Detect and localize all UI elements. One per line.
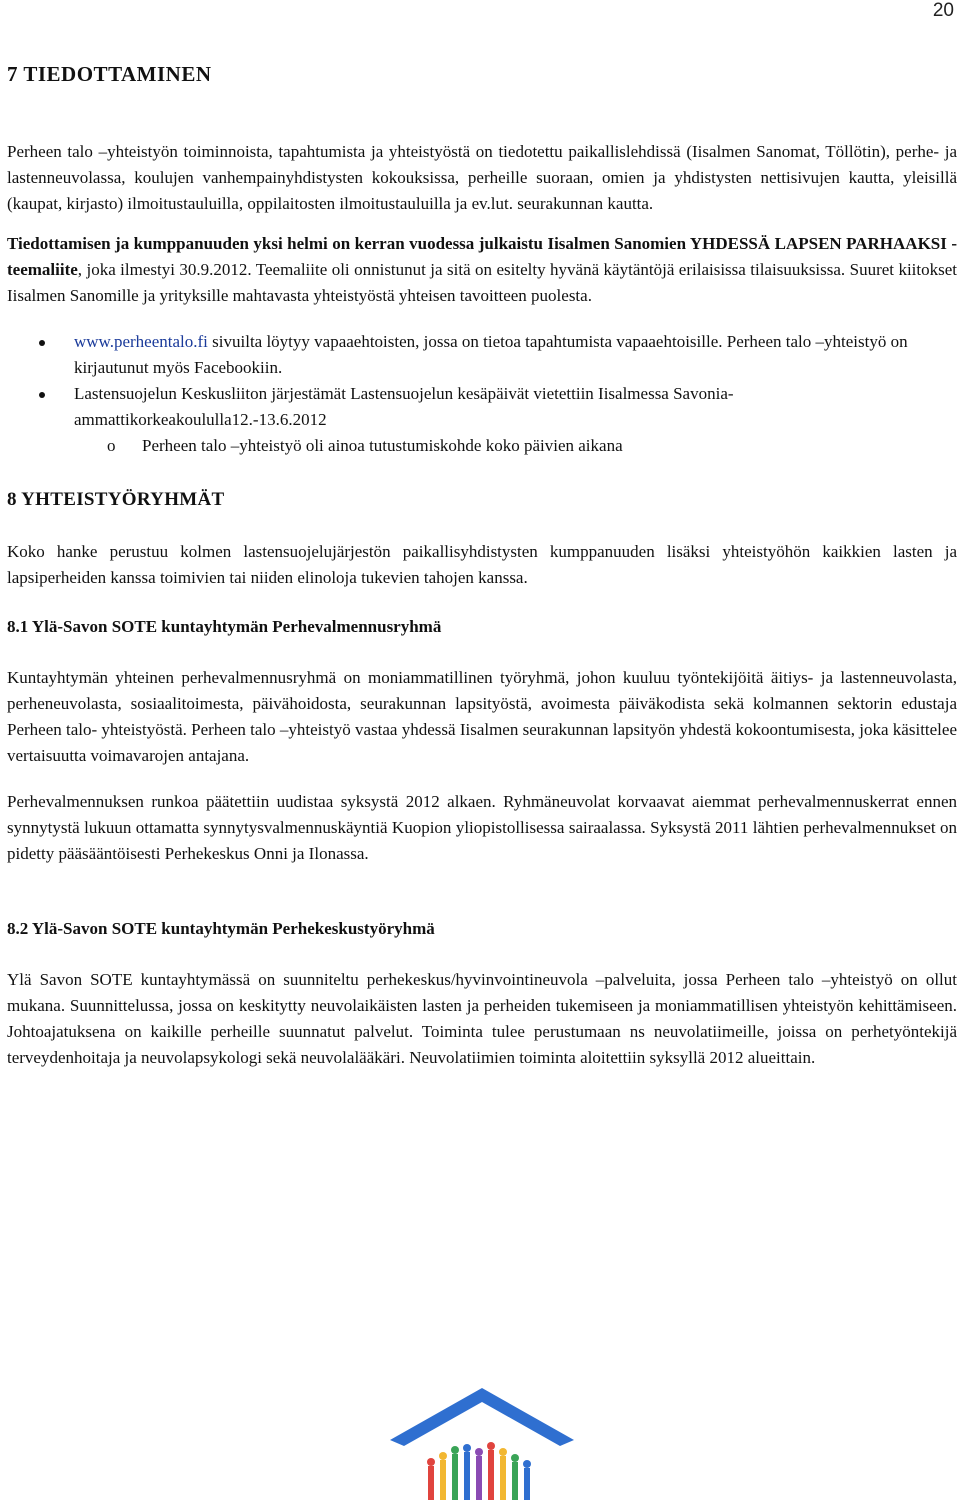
section-8-2-paragraph-1: Ylä Savon SOTE kuntayhtymässä on suunniteltu perhekeskus/hyvinvointineuvola –palveluita, jossa Perheen talo –yhteistyö on ollut mukana. Suunnittelussa, jossa on keskitytty neuvolaikäisten lasten ja perheiden tukemiseen ja moniammatillisen yhteistyön kehittämiseen. Johtoajatuksena on kaikille perheille suunnatut palvelut. Toiminta tulee perustumaan ns neuvolatiimeille, joissa on perhetyöntekijä terveydenhoitaja ja neuvolapsykologi sekä neuvolalääkäri. Neuvolatiimien toiminta aloitettiin syksyllä 2012 alueittain. <box>7 970 957 1067</box>
perheentalo-link[interactable]: www.perheentalo.fi <box>74 332 208 351</box>
section-7-paragraph-1: Perheen talo –yhteistyön toiminnoista, tapahtumista ja yhteistyöstä on tiedotettu paikallislehdissä (Iisalmen Sanomat, Töllötin), perhe- ja lastenneuvolassa, koulujen vanhempainyhdistysten kokouksissa, perheille suoraan, omien ja yhdistysten nettisivujen kautta, yleisillä (kaupat, kirjasto) ilmoitustauluilla, oppilaitosten ilmoitustauluilla ja ev.lut. seurakunnan kautta. <box>7 142 957 213</box>
section-7-paragraph-2 <box>7 231 957 309</box>
section-8-paragraph-1: Koko hanke perustuu kolmen lastensuojelujärjestön paikallisyhdistysten kumppanuuden lisäksi yhteistyöhön kaikkien lasten ja lapsiperheiden kanssa toimivien tai niiden elinoloja tukevien tahojen kanssa. <box>7 542 957 587</box>
section-8-1-paragraph-2: Perhevalmennuksen runkoa päätettiin uudistaa syksystä 2012 alkaen. Ryhmäneuvolat korvaavat aiemmat perhevalmennuskerrat ennen synnytystä lukuun ottamatta synnytysvalmennuskäyntiä Kuopion yliopistollisessa sairaalassa. Syksystä 2011 lähtien perhevalmennukset on pidetty pääsääntöisesti Perhekeskus Onni ja Ilonassa. <box>7 792 957 863</box>
bullet-item-website-text: sivuilta löytyy vapaaehtoisten, jossa on tietoa tapahtumista vapaaehtoisille. Perheen talo –yhteistyö on kirjautunut myös Facebookiin. <box>74 332 908 377</box>
bullet-item-kesapaivat <box>7 381 957 433</box>
section-7-bullet-list <box>7 329 957 433</box>
sub-bullet-text: Perheen talo –yhteistyö oli ainoa tutustumiskohde koko päivien aikana <box>142 436 623 455</box>
section-8-2-heading: 8.2 Ylä-Savon SOTE kuntayhtymän Perhekeskustyöryhmä <box>7 919 435 938</box>
section-8-1-paragraph-1: Kuntayhtymän yhteinen perhevalmennusryhmä on moniammatillinen työryhmä, johon kuuluu työntekijöitä äitiys- ja lastenneuvolasta, perheneuvolasta, sosiaalitoimesta, päivähoidosta, seurakunnan lapsityöstä, avoimesta päiväkodista sekä kolmannen sektorin edustaja Perheen talo- yhteistyöstä. Perheen talo –yhteistyö vastaa yhdessä Iisalmen seurakunnan lapsityön yhdestä kokoontumisesta, joka käsittelee vertaisuutta voimavarojen antajana. <box>7 668 957 765</box>
section-7-paragraph-2-rest: , joka ilmestyi 30.9.2012. Teemaliite oli onnistunut ja sitä on esitelty hyvänä käytäntöjä erilaisissa tilaisuuksissa. Suuret kiitokset Iisalmen Sanomille ja yrityksille mahtavasta yhteistyöstä yhteisen tavoitteen puolesta. <box>7 260 957 305</box>
sub-bullet-item <box>7 433 957 459</box>
document-body <box>7 62 957 1071</box>
section-7-title: 7 TIEDOTTAMINEN <box>7 62 212 86</box>
bullet-item-website <box>7 329 957 381</box>
bullet-dot-icon <box>39 340 45 346</box>
section-7-heading <box>7 62 957 87</box>
section-8-heading: 8 YHTEISTYÖRYHMÄT <box>7 489 225 510</box>
bullet-item-kesapaivat-text: Lastensuojelun Keskusliiton järjestämät Lastensuojelun kesäpäivät vietettiin Iisalmessa Savonia-ammattikorkeakoululla12.-13.6.2012 <box>74 384 734 429</box>
section-8-1-heading: 8.1 Ylä-Savon SOTE kuntayhtymän Perhevalmennusryhmä <box>7 617 442 636</box>
house-roof-logo-icon <box>382 1382 582 1504</box>
bullet-dot-icon <box>39 392 45 398</box>
page-number: 20 <box>932 0 954 21</box>
section-7-paragraph-2-bold: Tiedottamisen ja kumppanuuden yksi helmi on kerran vuodessa julkaistu Iisalmen Sanomien YHDESSÄ LAPSEN PARHAAKSI -teemaliite <box>7 234 957 279</box>
sub-bullet-marker: o <box>107 436 116 455</box>
